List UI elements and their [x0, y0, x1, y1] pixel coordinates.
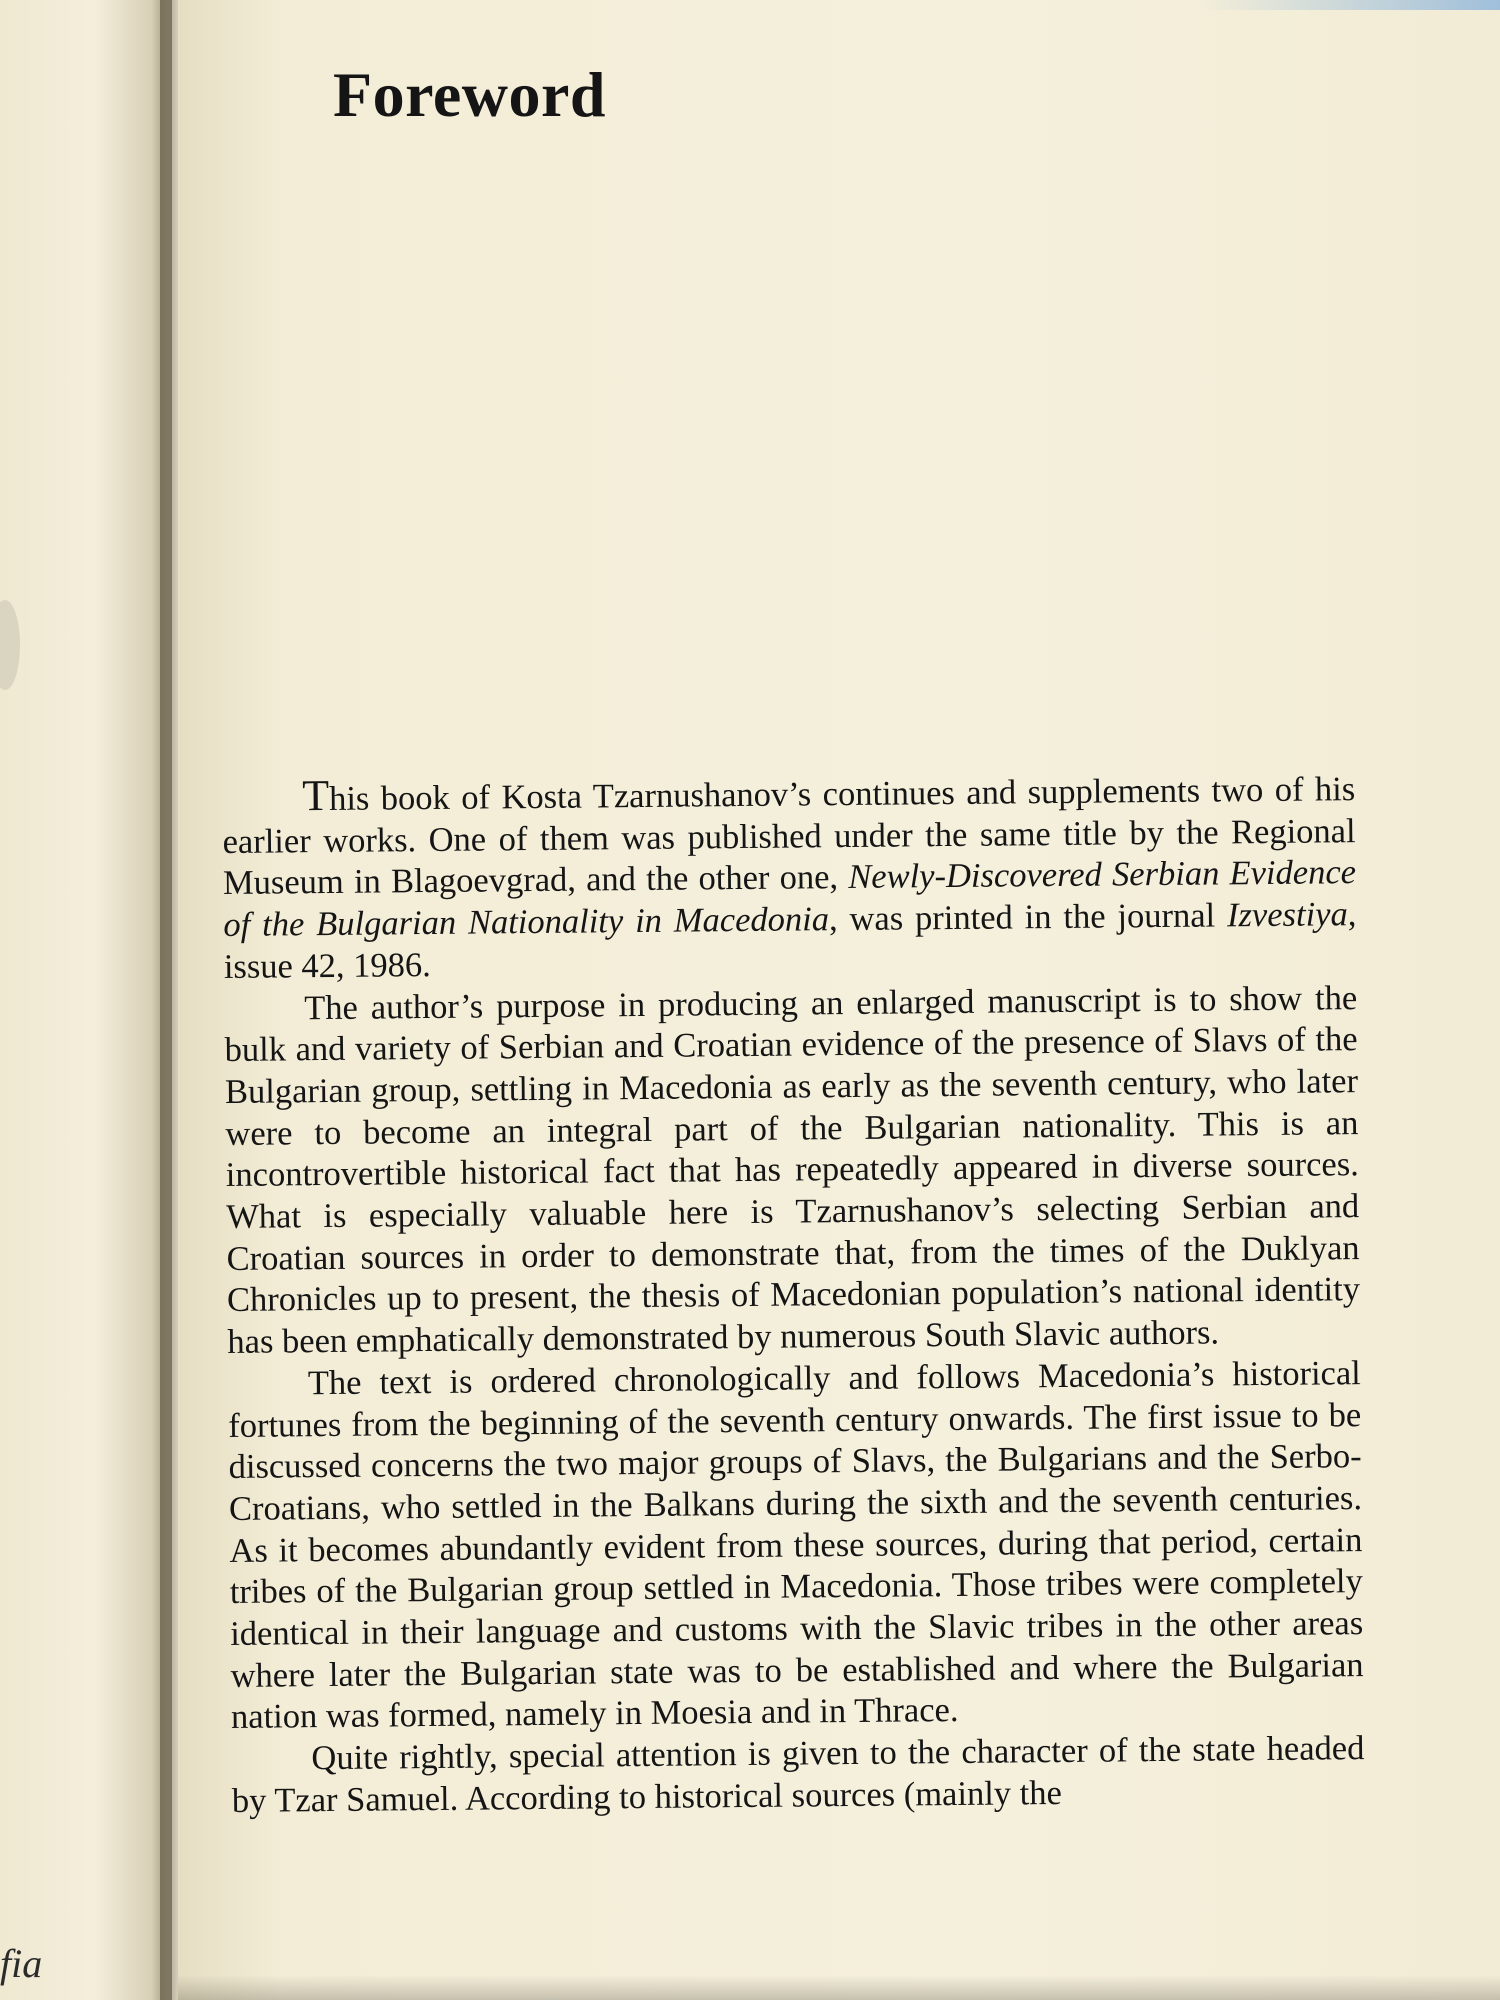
page-smudge — [0, 600, 20, 690]
paragraph-1-journal-name: Izvestiya — [1226, 895, 1348, 935]
page-bottom-shadow — [178, 1975, 1500, 2000]
paragraph-1-text-a: his book of Kosta Tzarnushanov’s continues and supplements two of his earlier works. One of them was published under the same title by the Regional Museum in Blagoevgrad, and the other one, — [222, 770, 1356, 903]
paragraph-3: The text is ordered chronologically and follows Macedonia’s historical fortunes from the beginning of the seventh century onwards. The first issue to be discussed concerns the two major groups of Slavs, the Bulgarians and the Serbo-Croatians, who settled in the Balkans during the sixth and the seventh centuries. As it becomes abundantly evident from these sources, during that period, certain tribes of the Bulgarian group settled in Macedonia. Those tribes were completely identical in their language and customs with the Slavic tribes in the other areas where later the Bulgarian state was to be established and where the Bulgarian nation was formed, namely in Moesia and in Thrace. — [228, 1353, 1364, 1737]
paragraph-1-book-title: Newly-Discovered Serbian Evidence of the Bulgarian Nationality in Macedonia — [223, 853, 1357, 945]
paragraph-1-text-c: , issue 42, 1986. — [223, 895, 1357, 986]
left-page-margin-text: fia — [0, 1941, 43, 1986]
paragraph-1 — [222, 765, 1357, 988]
foreword-body — [222, 765, 1365, 1822]
paragraph-2: The author’s purpose in producing an enlarged manuscript is to show the bulk and variety of Serbian and Croatian evidence of the presence of Slavs of the Bulgarian group, settling in Macedonia as early as the seventh century, who later were to become an integral part of the Bulgarian nationality. This is an incontrovertible historical fact that has repeatedly appeared in diverse sources. What is especially valuable here is Tzarnushanov’s selecting Serbian and Croatian sources in order to demonstrate that, from the times of the Duklyan Chronicles up to present, the thesis of Macedonian population’s national identity has been emphatically demonstrated by numerous South Slavic authors. — [224, 978, 1361, 1362]
paragraph-1-lead-letter: T — [301, 770, 330, 821]
page-title: Foreword — [333, 59, 606, 130]
paragraph-4: Quite rightly, special attention is given to the character of the state headed by Tzar Samuel. According to historical sources (mainly the — [231, 1729, 1365, 1820]
page-top-edge — [1200, 0, 1500, 10]
paragraph-1-text-b: , was printed in the journal — [828, 896, 1228, 939]
left-page — [0, 0, 172, 2000]
